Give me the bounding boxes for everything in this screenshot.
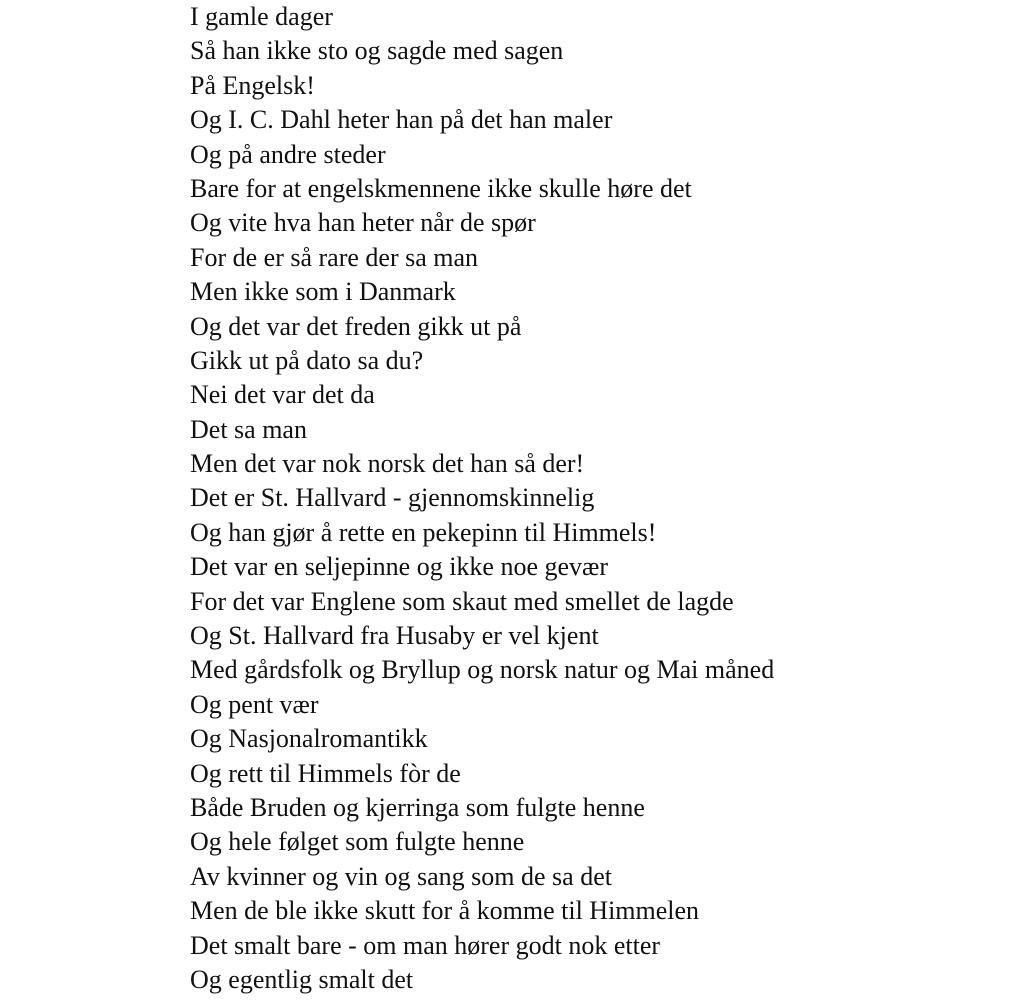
poem-line: Gikk ut på dato sa du? xyxy=(190,345,424,375)
poem-line: Både Bruden og kjerringa som fulgte henne xyxy=(190,792,645,822)
poem-line: Og rett til Himmels fòr de xyxy=(190,758,461,788)
poem-line: Så han ikke sto og sagde med sagen xyxy=(190,36,564,66)
poem-line: Og på andre steder xyxy=(190,139,386,169)
poem-line: Og St. Hallvard fra Husaby er vel kjent xyxy=(190,621,599,651)
poem-line: Og Nasjonalromantikk xyxy=(190,724,428,754)
poem-line: Og I. C. Dahl heter han på det han maler xyxy=(190,105,613,135)
poem-line: Og vite hva han heter når de spør xyxy=(190,208,536,238)
poem-line: Og egentlig smalt det xyxy=(190,964,414,994)
poem-line: Men det var nok norsk det han så der! xyxy=(190,449,585,479)
poem-line: For det var Englene som skaut med smellet de lagde xyxy=(190,586,734,616)
poem-line: Og det var det freden gikk ut på xyxy=(190,311,522,341)
poem-line: Nei det var det da xyxy=(190,380,375,410)
poem-line: Det smalt bare - om man hører godt nok etter xyxy=(190,930,661,960)
poem-line: Men de ble ikke skutt for å komme til Himmelen xyxy=(190,896,700,926)
poem-line: Det sa man xyxy=(190,414,307,444)
poem-line: Og pent vær xyxy=(190,689,319,719)
poem-text xyxy=(190,0,774,997)
poem-line: For de er så rare der sa man xyxy=(190,242,479,272)
poem-line: Med gårdsfolk og Bryllup og norsk natur og Mai måned xyxy=(190,655,775,685)
poem-line: Og han gjør å rette en pekepinn til Himmels! xyxy=(190,517,657,547)
poem-line: Bare for at engelskmennene ikke skulle høre det xyxy=(190,173,692,203)
poem-line: Det var en seljepinne og ikke noe gevær xyxy=(190,552,609,582)
poem-line: Det er St. Hallvard - gjennomskinnelig xyxy=(190,483,595,513)
poem-line: Av kvinner og vin og sang som de sa det xyxy=(190,861,612,891)
poem-line: På Engelsk! xyxy=(190,70,315,100)
poem-line: I gamle dager xyxy=(190,2,333,31)
poem-line: Men ikke som i Danmark xyxy=(190,277,456,307)
poem-line: Og hele følget som fulgte henne xyxy=(190,827,525,857)
